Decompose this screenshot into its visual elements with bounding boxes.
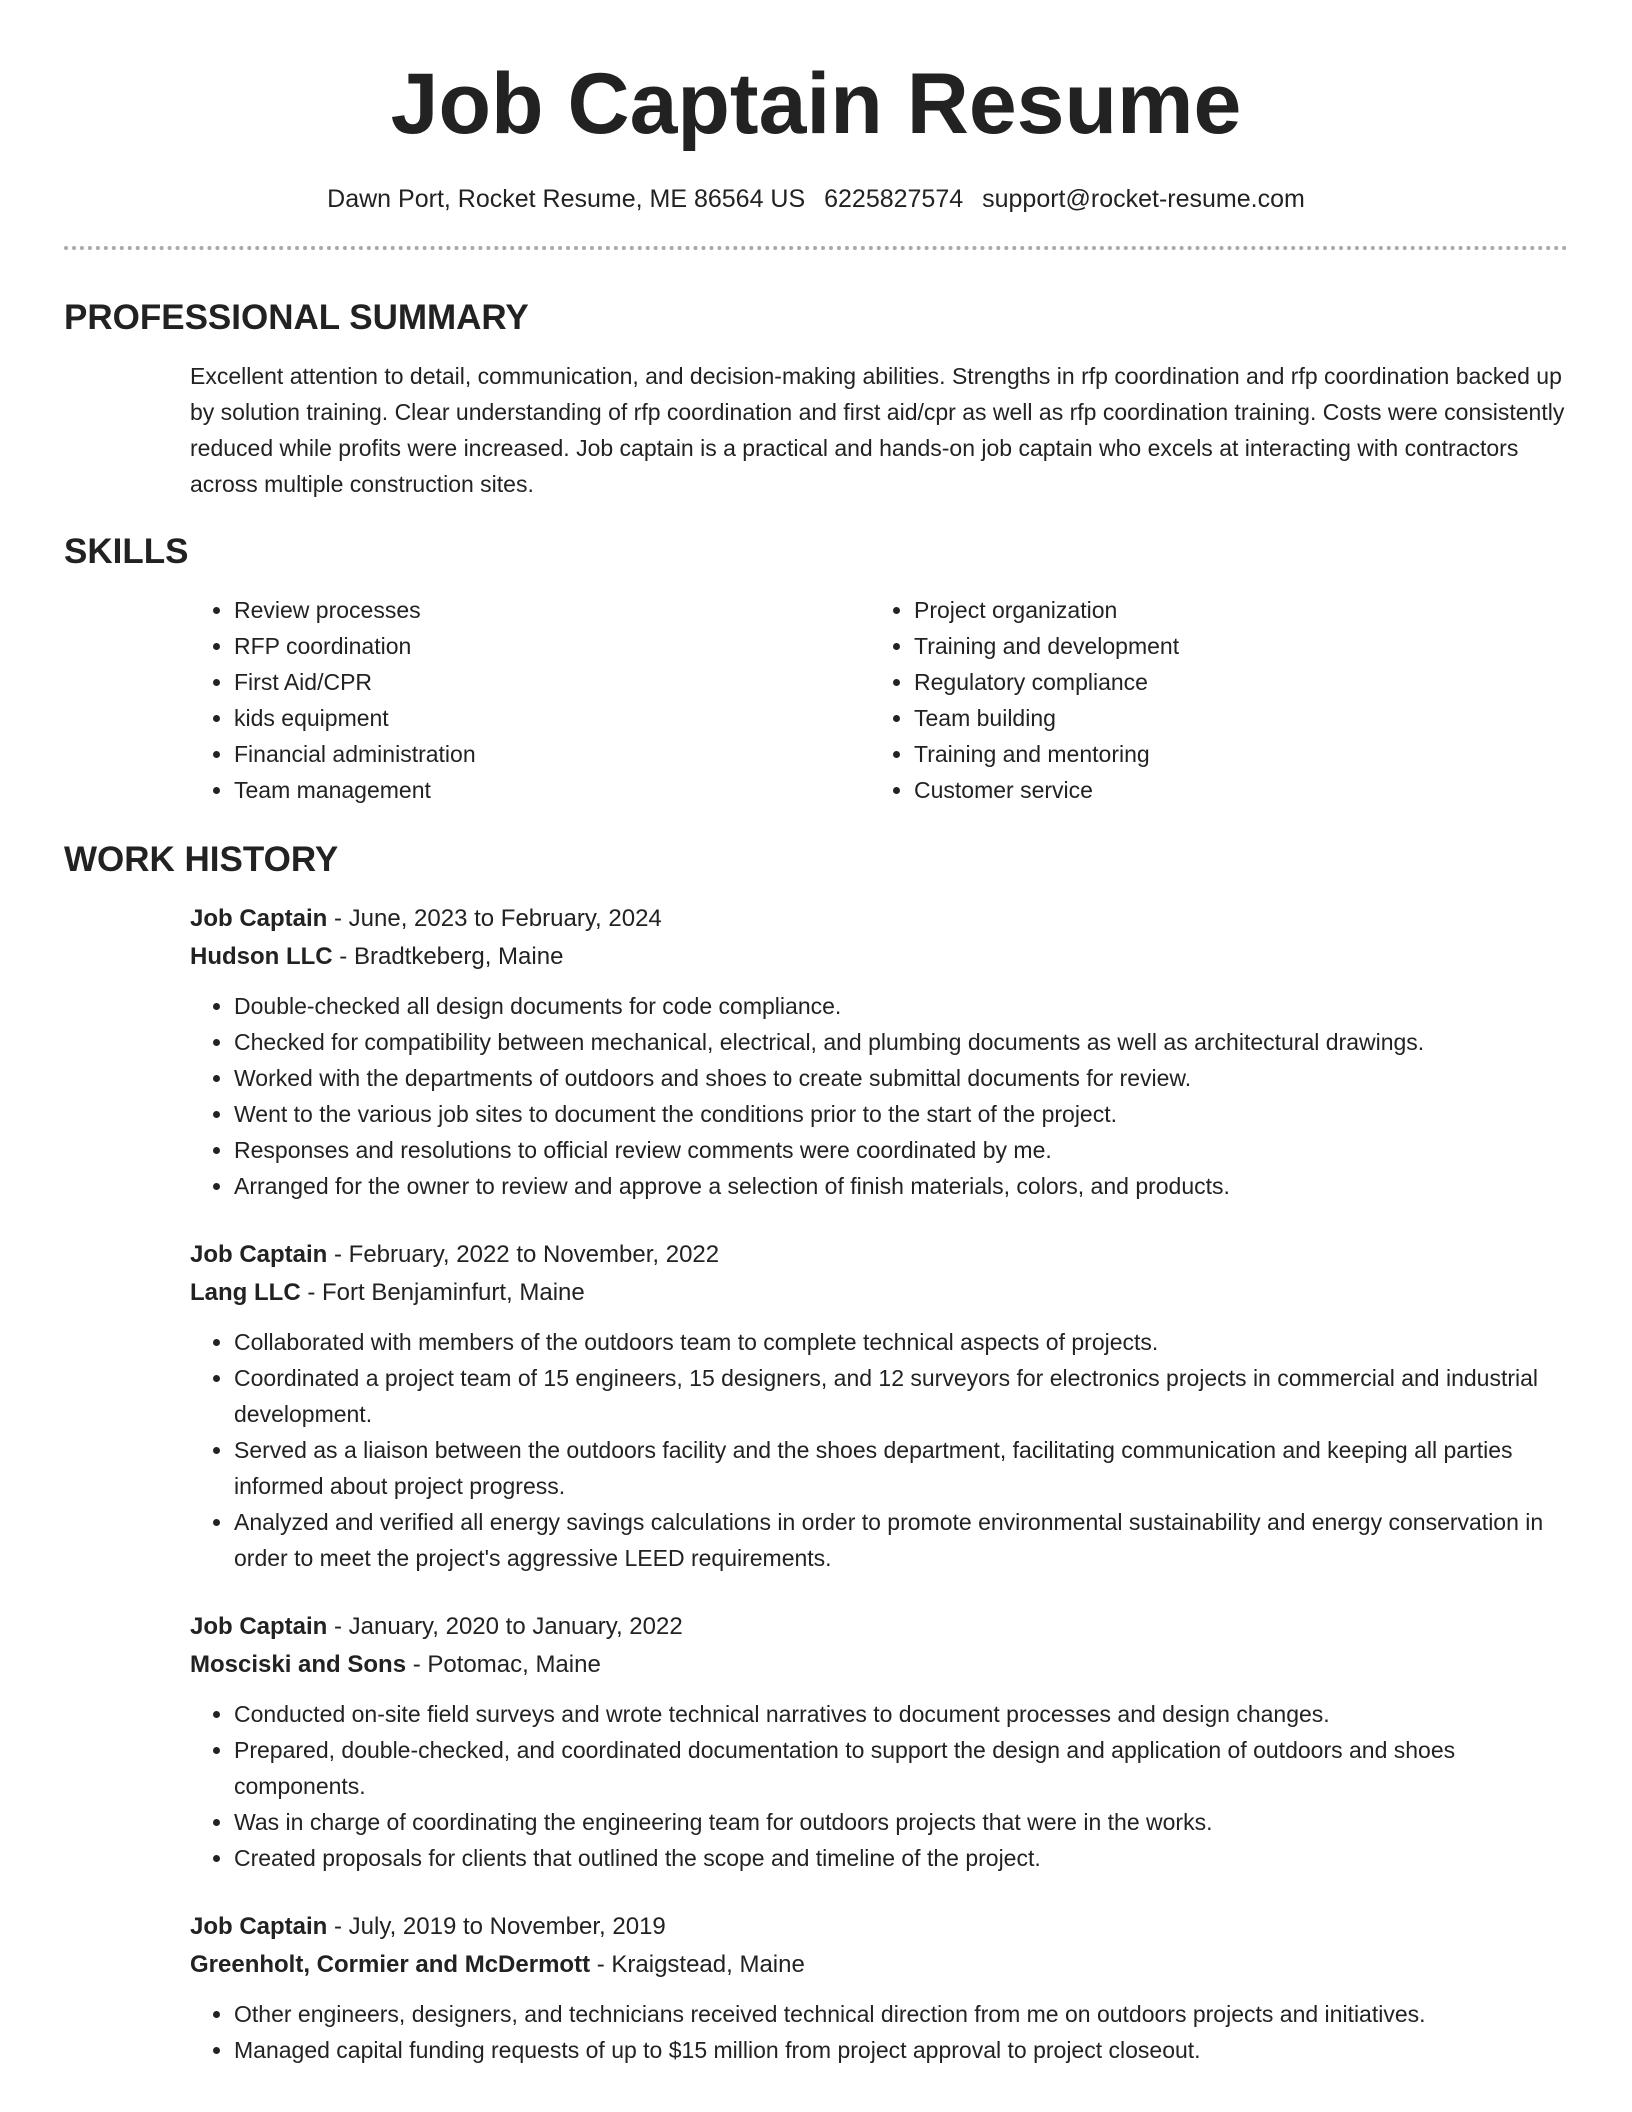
job-company: Greenholt, Cormier and McDermott bbox=[190, 1951, 591, 1978]
job-bullet: • Managed capital funding requests of up to $15 million from project approval to project closeout. bbox=[234, 2032, 1568, 2068]
job-role: Job Captain bbox=[190, 905, 328, 932]
skill-item: • Customer service bbox=[914, 772, 1550, 808]
contact-address: Dawn Port, Rocket Resume, ME 86564 US bbox=[327, 185, 806, 213]
skill-item: • Review processes bbox=[234, 592, 870, 628]
skill-item: • Financial administration bbox=[234, 736, 870, 772]
job-bullet: • Was in charge of coordinating the engineering team for outdoors projects that were in the works. bbox=[234, 1804, 1568, 1840]
skill-item: • Project organization bbox=[914, 592, 1550, 628]
skill-item: • Team building bbox=[914, 700, 1550, 736]
summary-heading: PROFESSIONAL SUMMARY bbox=[64, 298, 529, 337]
job-role: Job Captain bbox=[190, 1241, 328, 1268]
job-bullets bbox=[190, 1996, 1568, 2068]
job-location: - Bradtkeberg, Maine bbox=[332, 943, 564, 970]
job-location: - Potomac, Maine bbox=[406, 1651, 601, 1678]
job-role-line bbox=[190, 1908, 1568, 1946]
job-bullet: • Analyzed and verified all energy savings calculations in order to promote environmental sustainability and energy conservation in order to meet the project's aggressive LEED requirements. bbox=[234, 1504, 1568, 1576]
skill-item: • First Aid/CPR bbox=[234, 664, 870, 700]
job-company: Lang LLC bbox=[190, 1279, 301, 1306]
contact-email: support@rocket-resume.com bbox=[982, 185, 1305, 213]
job-location: - Kraigstead, Maine bbox=[590, 1951, 805, 1978]
job-entry bbox=[190, 900, 1568, 1204]
skills-list bbox=[190, 592, 1568, 808]
job-role: Job Captain bbox=[190, 1613, 328, 1640]
job-company-line bbox=[190, 1646, 1568, 1684]
skills-column-left bbox=[190, 592, 870, 808]
job-role-line bbox=[190, 1608, 1568, 1646]
job-bullet: • Prepared, double-checked, and coordinated documentation to support the design and application of outdoors and shoes components. bbox=[234, 1732, 1568, 1804]
skills-heading: SKILLS bbox=[64, 532, 189, 571]
header-divider bbox=[64, 246, 1568, 250]
job-bullet: • Double-checked all design documents for code compliance. bbox=[234, 988, 1568, 1024]
skill-item: • kids equipment bbox=[234, 700, 870, 736]
job-dates: - June, 2023 to February, 2024 bbox=[327, 905, 662, 932]
skill-item: • Training and mentoring bbox=[914, 736, 1550, 772]
skill-item: • RFP coordination bbox=[234, 628, 870, 664]
job-bullets bbox=[190, 988, 1568, 1204]
job-bullet: • Arranged for the owner to review and approve a selection of finish materials, colors, and products. bbox=[234, 1168, 1568, 1204]
job-company-line bbox=[190, 1274, 1568, 1312]
job-role-line bbox=[190, 1236, 1568, 1274]
job-company: Hudson LLC bbox=[190, 943, 333, 970]
job-location: - Fort Benjaminfurt, Maine bbox=[300, 1279, 585, 1306]
skills-column-right bbox=[870, 592, 1550, 808]
skill-item: • Team management bbox=[234, 772, 870, 808]
resume-title: Job Captain Resume bbox=[390, 56, 1242, 152]
job-bullets bbox=[190, 1696, 1568, 1876]
job-company: Mosciski and Sons bbox=[190, 1651, 407, 1678]
job-bullet: • Responses and resolutions to official review comments were coordinated by me. bbox=[234, 1132, 1568, 1168]
summary-text: Excellent attention to detail, communication, and decision-making abilities. Strengths in rfp coordination and rfp coordination backed up by solution training. Clear understanding of rfp coordination and first aid/cpr as well as rfp coordination training. Costs were consistently reduced while profits were increased. Job captain is a practical and hands-on job captain who excels at interacting with contractors across multiple construction sites. bbox=[190, 363, 1565, 497]
job-bullet: • Collaborated with members of the outdoors team to complete technical aspects of projects. bbox=[234, 1324, 1568, 1360]
job-dates: - January, 2020 to January, 2022 bbox=[327, 1613, 683, 1640]
contact-line bbox=[64, 182, 1568, 216]
job-dates: - February, 2022 to November, 2022 bbox=[327, 1241, 720, 1268]
work-history-heading: WORK HISTORY bbox=[64, 840, 339, 879]
job-entry bbox=[190, 1908, 1568, 2068]
job-company-line bbox=[190, 1946, 1568, 1984]
job-bullet: • Created proposals for clients that outlined the scope and timeline of the project. bbox=[234, 1840, 1568, 1876]
job-company-line bbox=[190, 938, 1568, 976]
job-role-line bbox=[190, 900, 1568, 938]
job-entry bbox=[190, 1608, 1568, 1876]
work-history-list bbox=[190, 900, 1568, 2068]
job-bullet: • Conducted on-site field surveys and wrote technical narratives to document processes and design changes. bbox=[234, 1696, 1568, 1732]
skill-item: • Training and development bbox=[914, 628, 1550, 664]
job-dates: - July, 2019 to November, 2019 bbox=[327, 1913, 666, 1940]
job-bullet: • Served as a liaison between the outdoors facility and the shoes department, facilitating communication and keeping all parties informed about project progress. bbox=[234, 1432, 1568, 1504]
contact-phone: 6225827574 bbox=[824, 185, 964, 213]
job-entry bbox=[190, 1236, 1568, 1576]
job-role: Job Captain bbox=[190, 1913, 328, 1940]
job-bullet: • Worked with the departments of outdoors and shoes to create submittal documents for review. bbox=[234, 1060, 1568, 1096]
job-bullet: • Other engineers, designers, and technicians received technical direction from me on outdoors projects and initiatives. bbox=[234, 1996, 1568, 2032]
skill-item: • Regulatory compliance bbox=[914, 664, 1550, 700]
job-bullet: • Coordinated a project team of 15 engineers, 15 designers, and 12 surveyors for electronics projects in commercial and industrial development. bbox=[234, 1360, 1568, 1432]
job-bullets bbox=[190, 1324, 1568, 1576]
job-bullet: • Went to the various job sites to document the conditions prior to the start of the project. bbox=[234, 1096, 1568, 1132]
job-bullet: • Checked for compatibility between mechanical, electrical, and plumbing documents as well as architectural drawings. bbox=[234, 1024, 1568, 1060]
resume-page bbox=[64, 0, 1568, 2068]
